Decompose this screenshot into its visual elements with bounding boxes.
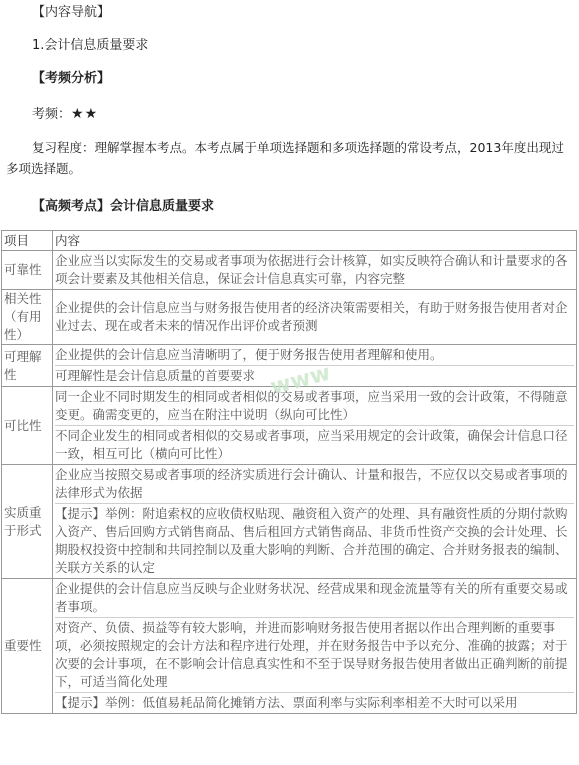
row-content [53,290,577,345]
nav-heading: 【内容导航】 [32,5,111,20]
content-segment: 企业提供的会计信息应当与财务报告使用者的经济决策需要相关，有助于财务报告使用者对企业过去、现在或者未来的情况作出评价或者预测 [55,300,568,333]
column-header-content: 内容 [53,231,577,251]
row-item-label: 相关性（有用性） [2,290,53,345]
content-segment: 企业应当按照交易或者事项的经济实质进行会计确认、计量和报告，不应仅以交易或者事项的法律形式为依据 [55,465,574,504]
topic-title: 会计信息质量要求 [110,199,215,214]
row-content [53,579,577,714]
analysis-heading: 【考频分析】 [32,71,111,86]
frequency-line [32,105,98,124]
table-header-row [2,231,577,251]
content-segment: 企业应当以实际发生的交易或者事项为依据进行会计核算，如实反映符合确认和计量要求的各项会计要素及其他相关信息，保证会计信息真实可靠，内容完整 [55,253,568,286]
watermark-logo: www [267,360,334,401]
frequency-label: 考频： [32,107,72,122]
content-segment: 可理解性是会计信息质量的首要要求 [55,368,256,383]
frequency-stars: ★★ [71,106,99,122]
review-paragraph: 复习程度：理解掌握本考点。本考点属于单项选择题和多项选择题的常设考点，2013年度出现过多项选择题。 [6,140,564,176]
row-item-label: 可理解性 [2,345,53,387]
table-row [2,387,577,465]
row-content [53,465,577,579]
table-row [2,251,577,290]
table-row [2,465,577,579]
row-item-label: 可靠性 [2,251,53,290]
row-item-label: 实质重于形式 [2,465,53,579]
nav-item[interactable]: 1.会计信息质量要求 [32,38,149,53]
content-segment: 企业提供的会计信息应当反映与企业财务状况、经营成果和现金流量等有关的所有重要交易或者事项。 [55,579,574,618]
quality-requirements-table [1,230,577,714]
row-item-label: 可比性 [2,387,53,465]
row-content [53,251,577,290]
topic-tag: 【高频考点】 [32,199,111,214]
column-header-item: 项目 [2,231,53,251]
topic-heading [32,198,214,216]
content-segment: 同一企业不同时期发生的相同或者相似的交易或者事项，应当采用一致的会计政策，不得随意变更。确需变更的，应当在附注中说明（纵向可比性） [55,387,574,426]
table-row [2,579,577,714]
row-item-label: 重要性 [2,579,53,714]
content-segment: 【提示】举例：低值易耗品简化摊销方法、票面利率与实际利率相差不大时可以采用 [55,695,518,710]
content-segment: 企业提供的会计信息应当清晰明了，便于财务报告使用者理解和使用。 [55,345,574,366]
content-segment: 对资产、负债、损益等有较大影响，并进而影响财务报告使用者据以作出合理判断的重要事项，必须按照规定的会计方法和程序进行处理，并在财务报告中予以充分、准确的披露；对于次要的会计事项，在不影响会计信息真实性和不至于误导财务报告使用者做出正确判断的前提下，可适当简化处理 [55,618,574,693]
content-segment: 不同企业发生的相同或者相似的交易或者事项，应当采用规定的会计政策，确保会计信息口径一致，相互可比（横向可比性） [55,428,568,461]
content-segment: 【提示】举例：附追索权的应收债权贴现、融资租入资产的处理、具有融资性质的分期付款购入资产、售后回购方式销售商品、售后租回方式销售商品、非货币性资产交换的会计处理、长期股权投资中控制和共同控制以及重大影响的判断、合并范围的确定、合并财务报表的编制、关联方关系的认定 [55,506,568,575]
row-content [53,387,577,465]
table-row [2,290,577,345]
